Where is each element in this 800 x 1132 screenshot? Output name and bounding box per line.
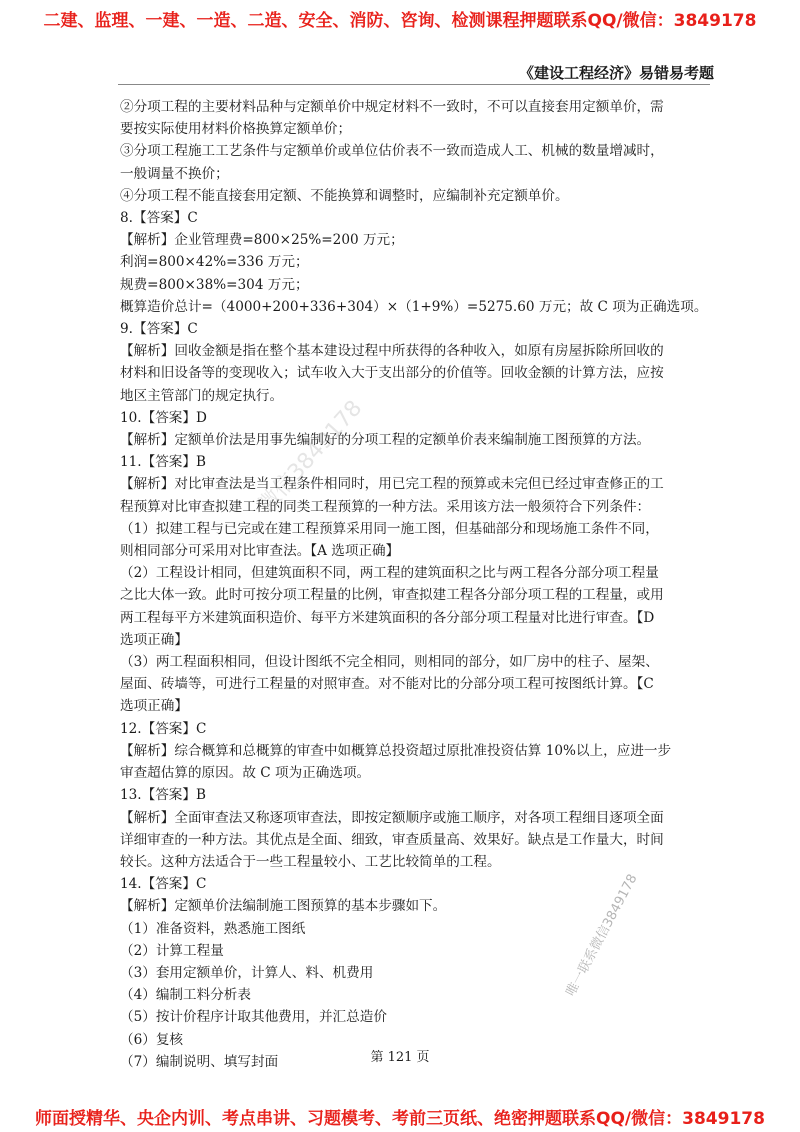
text-line: 地区主管部门的规定执行。 [120,387,284,404]
text-line: 程预算对比审查拟建工程的同类工程预算的一种方法。采用该方法一般须符合下列条件： [120,498,651,515]
text-line: 11.【答案】B [120,454,206,471]
text-line: 利润=800×42%=336 万元； [120,254,309,271]
text-line: 选项正确】 [120,698,188,715]
text-line: 【解析】对比审查法是当工程条件相同时，用已完工程的预算或未完但已经过审查修正的工 [120,476,664,493]
text-line: 要按实际使用材料价格换算定额单价； [120,121,352,138]
text-line: 13.【答案】B [120,787,206,804]
text-line: （7）编制说明、填写封面 [120,1053,279,1070]
text-line: 规费=800×38%=304 万元； [120,276,309,293]
text-line: 【解析】全面审查法又称逐项审查法，即按定额顺序或施工顺序，对各项工程细目逐项全面 [120,809,664,826]
text-line: 选项正确】 [120,631,188,648]
bottom-banner: 师面授精华、央企内训、考点串讲、习题模考、考前三页纸、绝密押题联系QQ/微信：3849178 [35,1109,765,1129]
text-line: （2）工程设计相同，但建筑面积不同，两工程的建筑面积之比与两工程各分部分项工程量 [120,565,659,582]
page-header-title: 《建设工程经济》易错易考题 [518,64,714,82]
text-line: （2）计算工程量 [120,942,224,959]
text-line: 审查超估算的原因。故 C 项为正确选项。 [120,765,371,782]
text-line: 12.【答案】C [120,720,207,737]
text-line: 屋面、砖墙等，可进行工程量的对照审查。对不能对比的分部分项工程可按图纸计算。【C [120,676,654,693]
text-line: 概算造价总计=（4000+200+336+304）×（1+9%）=5275.60 万元；故 C 项为正确选项。 [120,298,708,315]
text-line: 较长。这种方法适合于一些工程量较小、工艺比较简单的工程。 [120,853,501,870]
text-line: 【解析】综合概算和总概算的审查中如概算总投资超过原批准投资估算 10%以上，应进一步 [120,742,672,759]
top-banner: 二建、监理、一建、一造、二造、安全、消防、咨询、检测课程押题联系QQ/微信：3849178 [43,11,757,31]
text-line: 【解析】定额单价法编制施工图预算的基本步骤如下。 [120,898,447,915]
text-line: 则相同部分可采用对比审查法。【A 选项正确】 [120,543,400,560]
text-line: （3）两工程面积相同，但设计图纸不完全相同，则相同的部分，如厂房中的柱子、屋架、 [120,654,659,671]
text-line: （4）编制工料分析表 [120,987,251,1004]
text-line: ③分项工程施工工艺条件与定额单价或单位估价表不一致而造成人工、机械的数量增减时， [120,143,664,160]
header-divider [118,84,710,85]
text-line: 9.【答案】C [120,321,198,338]
text-line: 【解析】定额单价法是用事先编制好的分项工程的定额单价表来编制施工图预算的方法。 [120,432,651,449]
page-number: 第 121 页 [370,1050,430,1065]
text-line: （1）准备资料，熟悉施工图纸 [120,920,306,937]
text-line: 14.【答案】C [120,876,207,893]
text-line: 8.【答案】C [120,210,198,227]
text-line: 【解析】回收金额是指在整个基本建设过程中所获得的各种收入，如原有房屋拆除所回收的 [120,343,664,360]
text-line: 材料和旧设备等的变现收入；试车收入大于支出部分的价值等。回收金额的计算方法，应按 [120,365,664,382]
text-line: （5）按计价程序计取其他费用，并汇总造价 [120,1009,387,1026]
text-line: 一般调量不换价； [120,165,229,182]
text-line: ④分项工程不能直接套用定额、不能换算和调整时，应编制补充定额单价。 [120,187,569,204]
text-line: （3）套用定额单价，计算人、料、机费用 [120,964,374,981]
text-line: （1）拟建工程与已完或在建工程预算采用同一施工图，但基础部分和现场施工条件不同， [120,520,659,537]
watermark-diagonal: 微信3849178 [253,395,368,519]
text-line: 详细审查的一种方法。其优点是全面、细致，审查质量高、效果好。缺点是工作量大，时间 [120,831,664,848]
text-line: 【解析】企业管理费=800×25%=200 万元； [120,232,404,249]
text-line: 两工程每平方米建筑面积造价、每平方米建筑面积的各分部分项工程量对比进行审查。【D [120,609,655,626]
text-line: 之比大体一致。此时可按分项工程量的比例，审查拟建工程各分部分项工程的工程量，或用 [120,587,664,604]
watermark-contact: 唯一联系微信3849178 [563,871,641,999]
text-line: ②分项工程的主要材料品种与定额单价中规定材料不一致时，不可以直接套用定额单价，需 [120,99,664,115]
text-line: 10.【答案】D [120,409,207,426]
text-line: （6）复核 [120,1031,184,1048]
